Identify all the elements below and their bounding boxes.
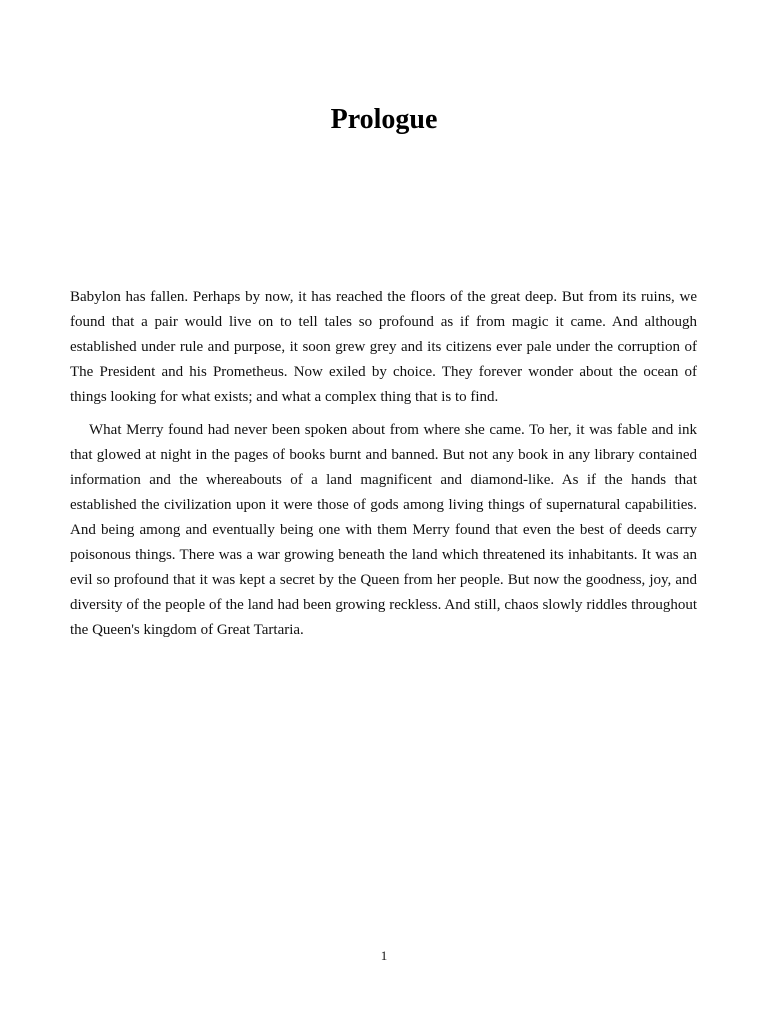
paragraph-1: Babylon has fallen. Perhaps by now, it has reached the floors of the great deep. But from its ruins, we found that a pair would live on to tell tales so profound as if from magic it came. And although established under rule and purpose, it soon grew grey and its citizens ever pale under the corruption of The President and his Prometheus. Now exiled by choice. They forever wonder about the ocean of things looking for what exists; and what a complex thing that is to find. (70, 289, 697, 405)
chapter-body (70, 285, 697, 651)
page-number: 1 (380, 948, 388, 963)
paragraph-2: What Merry found had never been spoken about from where she came. To her, it was fable and ink that glowed at night in the pages of books burnt and banned. But not any book in any library contained information and the whereabouts of a land magnificent and diamond-like. As if the hands that established the civilization upon it were those of gods among living things of supernatural capabilities. And being among and eventually being one with them Merry found that even the best of deeds carry poisonous things. There was a war growing beneath the land which threatened its inhabitants. It was an evil so profound that it was kept a secret by the Queen from her people. But now the goodness, joy, and diversity of the people of the land had been growing reckless. And still, chaos slowly riddles throughout the Queen's kingdom of Great Tartaria. (70, 422, 697, 638)
chapter-title: Prologue (330, 104, 438, 135)
